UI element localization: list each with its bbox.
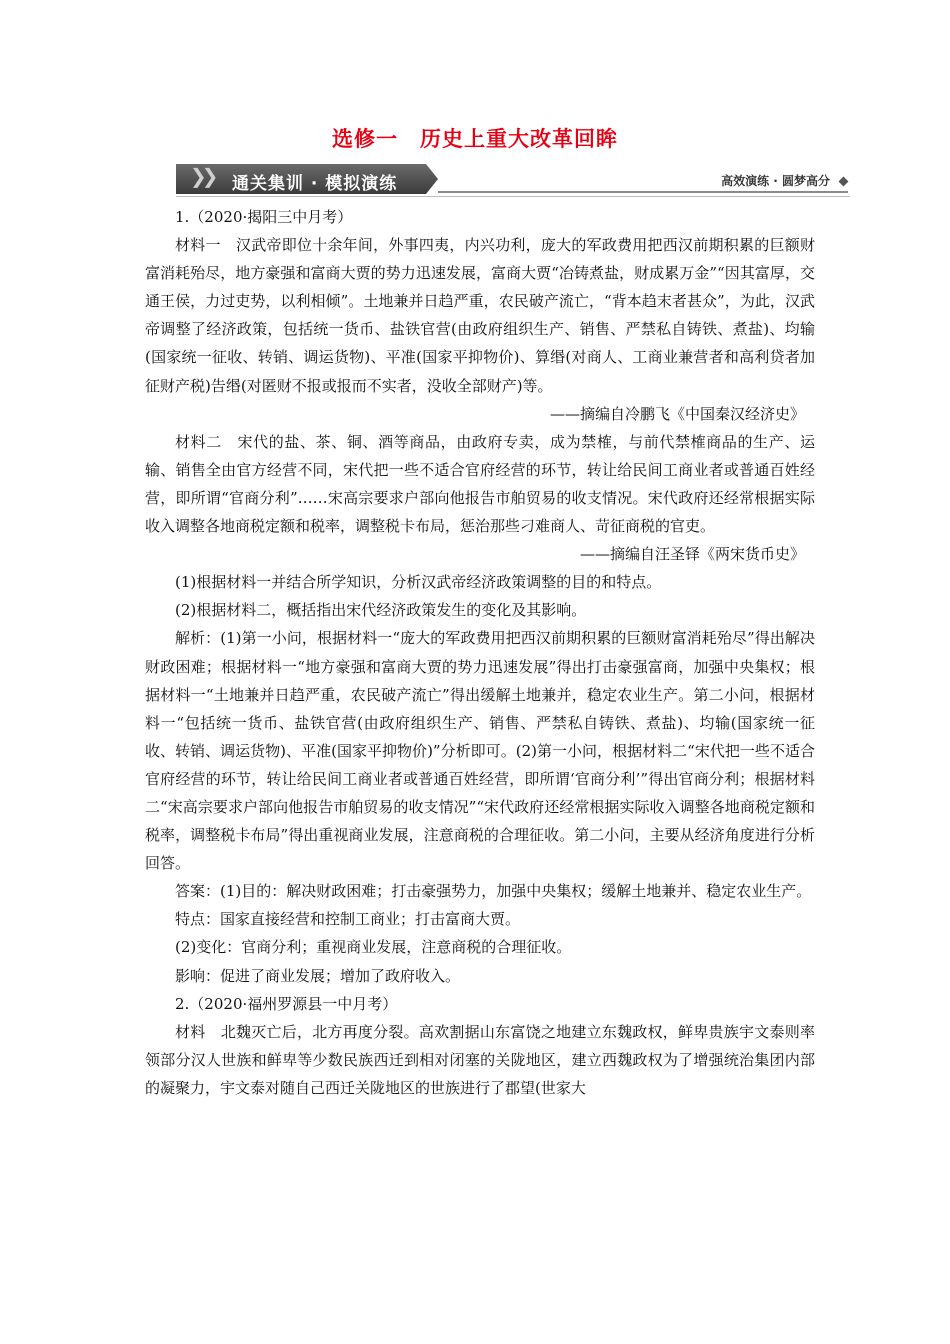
- paragraph: 材料 北魏灭亡后，北方再度分裂。高欢割据山东富饶之地建立东魏政权，鲜卑贵族宇文泰则率领部分汉人世族和鲜卑等少数民族西迁到相对闭塞的关陇地区，建立西魏政权为了增强统治集团内部的凝聚力，宇文泰对随自己西迁关陇地区的世族进行了郡望(世家大: [145, 1022, 815, 1097]
- paragraph: (2)根据材料二，概括指出宋代经济政策发生的变化及其影响。: [175, 601, 587, 620]
- paragraph: (1)根据材料一并结合所学知识，分析汉武帝经济政策调整的目的和特点。: [175, 573, 662, 592]
- section-banner: [176, 160, 850, 200]
- paragraph: 影响：促进了商业发展；增加了政府收入。: [175, 966, 461, 985]
- document-body: [145, 203, 815, 1102]
- chevron-right-icon: ❯❯: [190, 164, 214, 188]
- page-title: 选修一 历史上重大改革回眸: [332, 127, 618, 151]
- paragraph: 材料一 汉武帝即位十余年间，外事四夷，内兴功利，庞大的军政费用把西汉前期积累的巨额财富消耗殆尽，地方豪强和富商大贾的势力迅速发展，富商大贾“冶铸煮盐，财成累万金”“因其富厚，交通王侯，力过吏势，以利相倾”。土地兼并日趋严重，农民破产流亡，“背本趋末者甚众”，为此，汉武帝调整了经济政策，包括统一货币、盐铁官营(由政府组织生产、销售、严禁私自铸铁、煮盐)、均输(国家统一征收、转销、调运货物)、平准(国家平抑物价)、算缗(对商人、工商业兼营者和高利贷者加征财产税)告缗(对匿财不报或报而不实者，没收全部财产)等。: [145, 236, 815, 395]
- source-citation: ——摘编自冷鹏飞《中国秦汉经济史》: [549, 404, 805, 423]
- banner-label: 通关集训 · 模拟演练: [232, 174, 398, 194]
- diamond-icon: [839, 177, 849, 187]
- paragraph: 材料二 宋代的盐、茶、铜、酒等商品，由政府专卖，成为禁榷，与前代禁榷商品的生产、运输、销售全由官方经营不同，宋代把一些不适合官府经营的环节，转让给民间工商业者或普通百姓经营，即所谓“官商分利”……宋高宗要求户部向他报告市舶贸易的收支情况。宋代政府还经常根据实际收入调整各地商税定额和税率，调整税卡布局，惩治那些刁难商人、苛征商税的官吏。: [145, 432, 815, 536]
- paragraph: 特点：国家直接经营和控制工商业；打击富商大贾。: [175, 910, 521, 929]
- paragraph: (2)变化：官商分利；重视商业发展，注意商税的合理征收。: [175, 938, 572, 957]
- paragraph: 解析：(1)第一小问，根据材料一“庞大的军政费用把西汉前期积累的巨额财富消耗殆尽”得出解决财政困难；根据材料一“地方豪强和富商大贾的势力迅速发展”得出打击豪强富商，加强中央集权；根据材料一“土地兼并日趋严重，农民破产流亡”得出缓解土地兼并，稳定农业生产。第二小问，根据材料一“包括统一货币、盐铁官营(由政府组织生产、销售、严禁私自铸铁、煮盐)、均输(国家统一征收、转销、调运货物)、平准(国家平抑物价)”分析即可。(2)第一小问，根据材料二“宋代把一些不适合官府经营的环节，转让给民间工商业者或普通百姓经营，即所谓‘官商分利’”得出官商分利；根据材料二“宋高宗要求户部向他报告市舶贸易的收支情况”“宋代政府还经常根据实际收入调整各地商税定额和税率，调整税卡布局”得出重视商业发展，注意商税的合理征收。第二小问，主要从经济角度进行分析回答。: [145, 629, 815, 873]
- banner-rule-thin: [176, 196, 850, 197]
- banner-rule: [438, 191, 848, 193]
- paragraph: 2.（2020·福州罗源县一中月考）: [175, 994, 398, 1013]
- banner-slogan: 高效演练 · 圆梦高分: [721, 174, 830, 188]
- source-citation: ——摘编自汪圣铎《两宋货币史》: [579, 545, 805, 564]
- paragraph: 答案：(1)目的：解决财政困难；打击豪强势力，加强中央集权；缓解土地兼并、稳定农业生产。: [175, 882, 812, 901]
- paragraph: 1.（2020·揭阳三中月考）: [175, 208, 353, 226]
